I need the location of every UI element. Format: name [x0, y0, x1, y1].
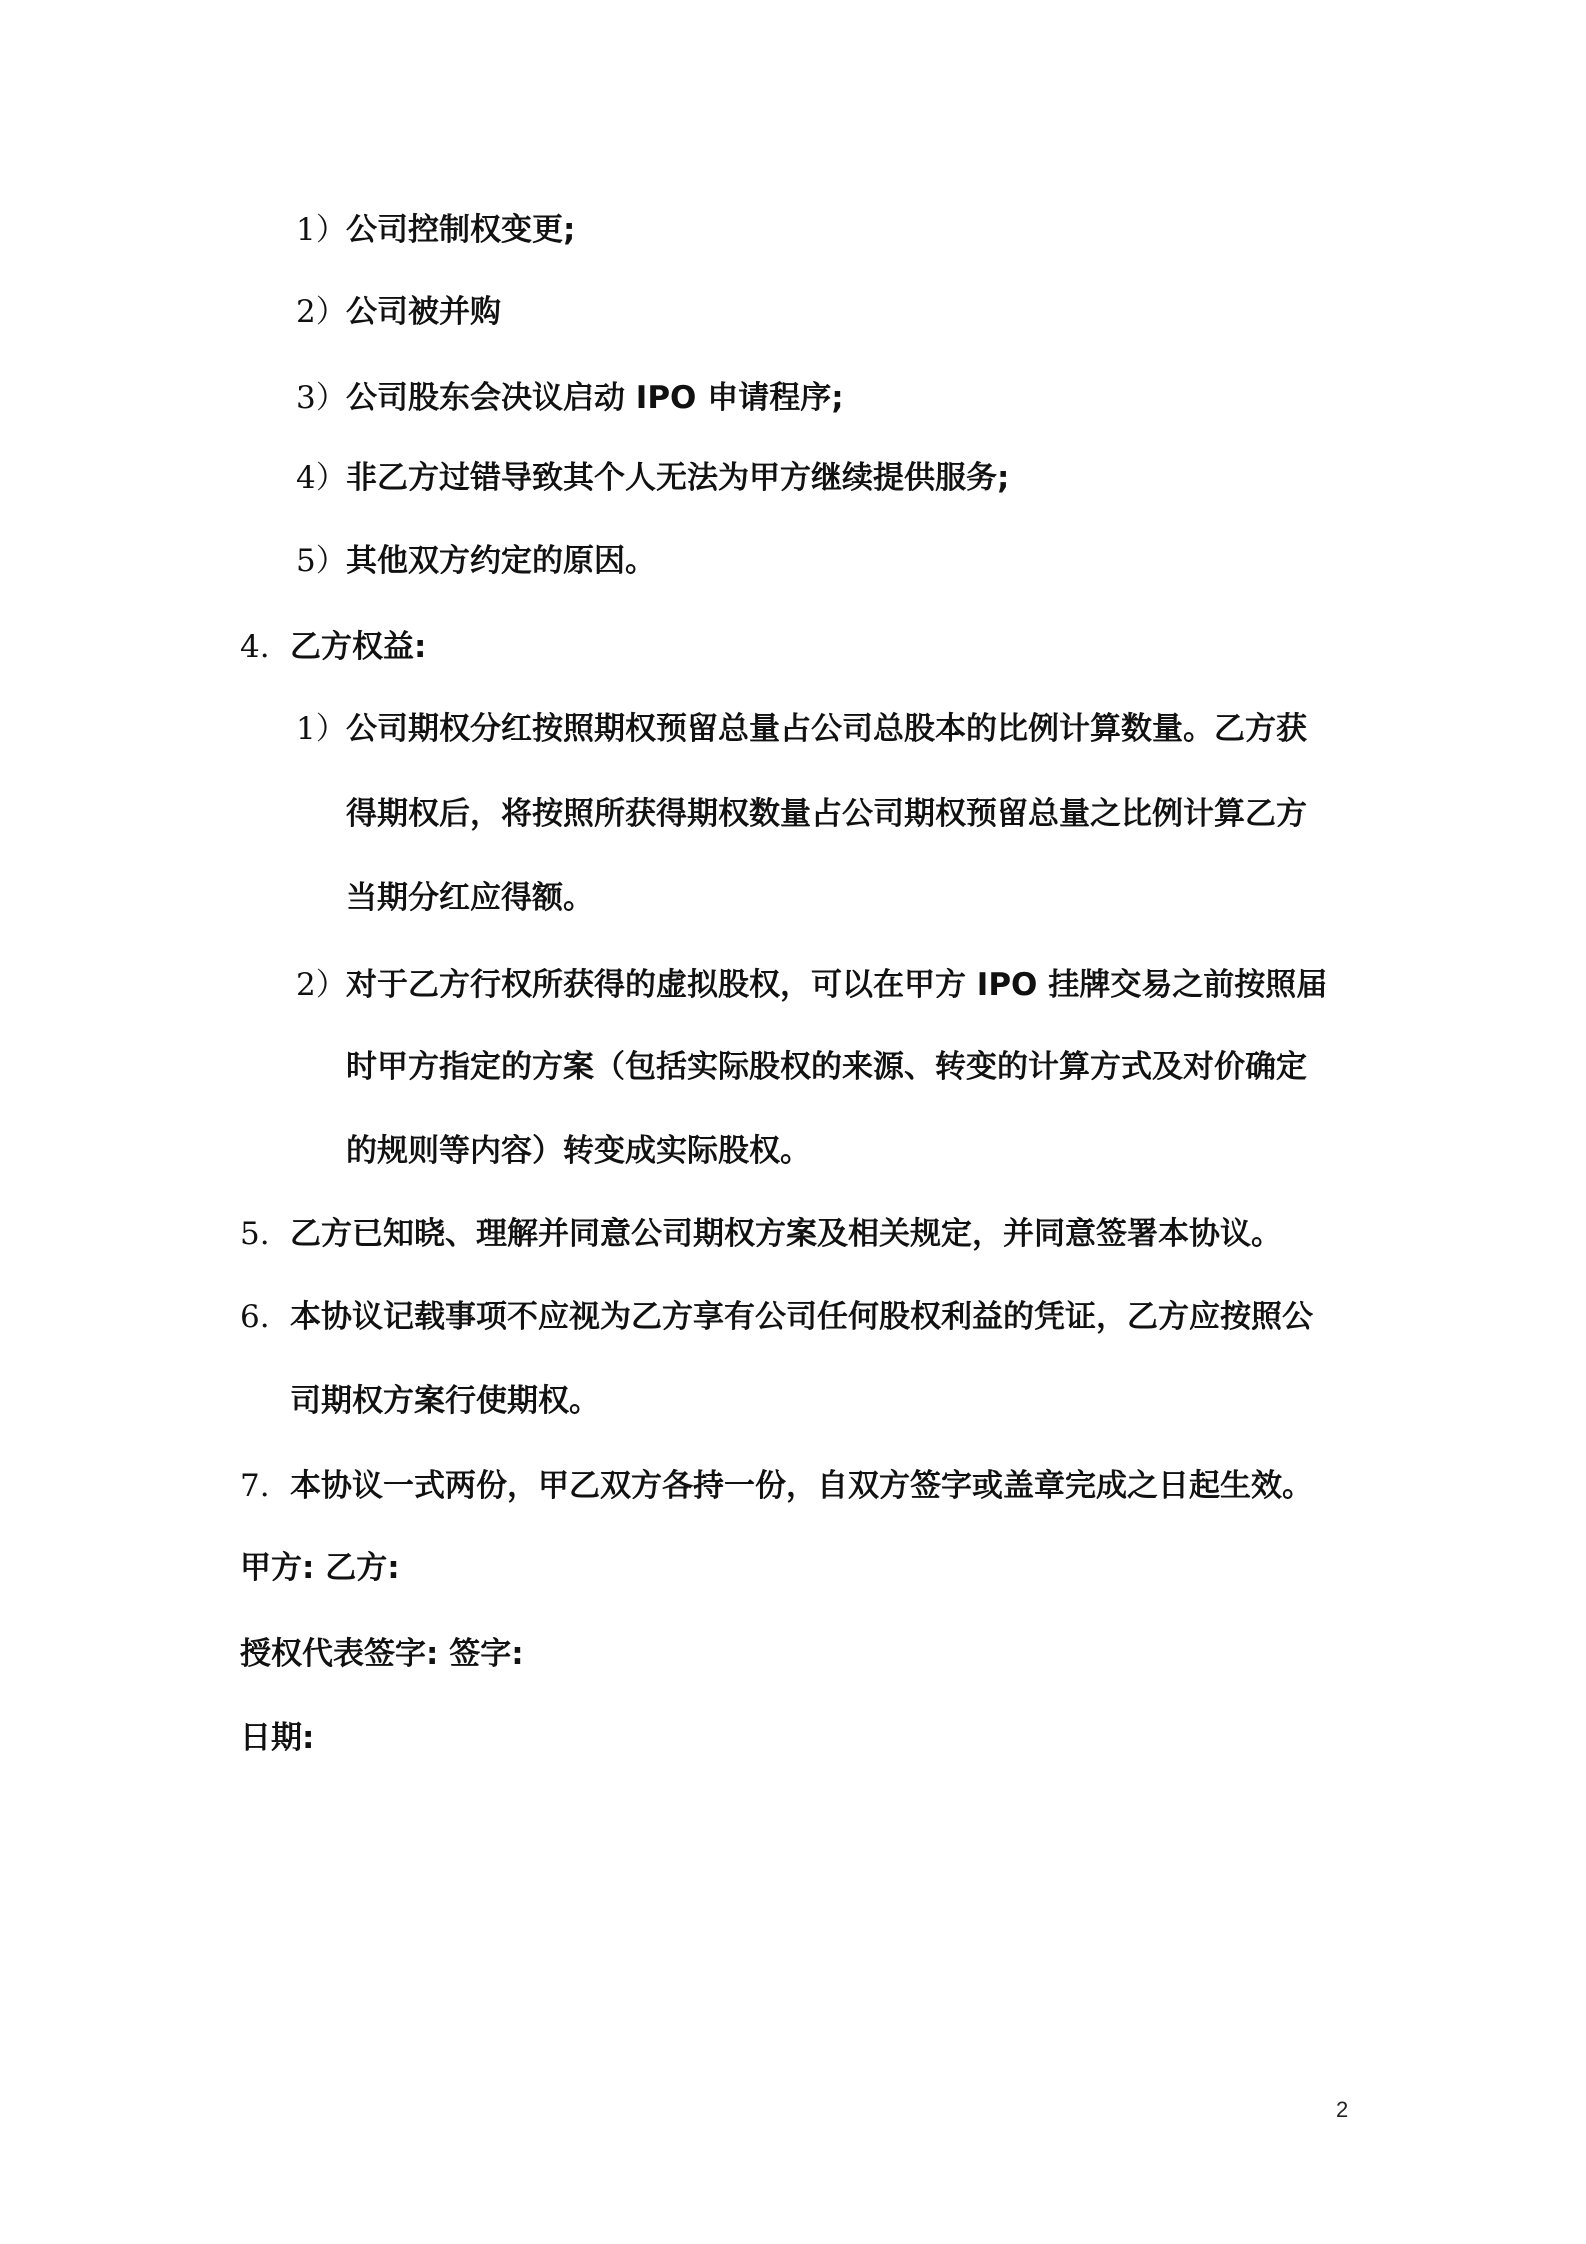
- sub-item-number: 1）: [296, 212, 347, 248]
- sub-item-number: 4）: [296, 460, 347, 496]
- sub-item-4-2-continuation: 时甲方指定的方案（包括实际股权的来源、转变的计算方式及对价确定: [346, 1049, 1307, 1085]
- sub-item-text: 公司控制权变更;: [346, 212, 576, 248]
- item-6-continuation: 司期权方案行使期权。: [290, 1383, 600, 1419]
- item-text: 本协议一式两份，甲乙双方各持一份，自双方签字或盖章完成之日起生效。: [290, 1468, 1313, 1504]
- item-text: 乙方权益:: [290, 629, 427, 665]
- sub-item-3-4: [296, 458, 1009, 498]
- item-6: [240, 1297, 1313, 1337]
- signature-parties: 甲方: 乙方:: [240, 1550, 400, 1586]
- signature-date: 日期:: [240, 1720, 315, 1756]
- sub-item-number: 2）: [296, 294, 347, 330]
- sub-item-number: 1）: [296, 711, 347, 747]
- item-text: 乙方已知晓、理解并同意公司期权方案及相关规定，并同意签署本协议。: [290, 1216, 1282, 1252]
- sub-item-text: 公司被并购: [346, 294, 501, 330]
- sub-item-4-1: [296, 709, 1307, 749]
- sub-item-3-3: [296, 378, 844, 418]
- sub-item-number: 5）: [296, 543, 347, 579]
- sub-item-4-2-continuation: 的规则等内容）转变成实际股权。: [346, 1133, 811, 1169]
- item-4-heading: [240, 627, 426, 667]
- sub-item-text: 其他双方约定的原因。: [346, 543, 656, 579]
- page-number: 2: [1336, 2097, 1349, 2122]
- item-number: 7.: [240, 1468, 270, 1504]
- item-7: [240, 1466, 1313, 1506]
- sub-item-4-1-continuation: 当期分红应得额。: [346, 880, 594, 916]
- sub-item-4-2: [296, 965, 1327, 1005]
- signature-signers: 授权代表签字: 签字:: [240, 1636, 524, 1672]
- sub-item-text: 非乙方过错导致其个人无法为甲方继续提供服务;: [346, 460, 1010, 496]
- sub-item-text: 公司期权分红按照期权预留总量占公司总股本的比例计算数量。乙方获: [346, 711, 1307, 747]
- sub-item-3-1: [296, 210, 575, 250]
- item-5: [240, 1214, 1282, 1254]
- item-text: 本协议记载事项不应视为乙方享有公司任何股权利益的凭证，乙方应按照公: [290, 1299, 1313, 1335]
- sub-item-number: 3）: [296, 380, 347, 416]
- sub-item-3-2: [296, 292, 501, 332]
- sub-item-4-1-continuation: 得期权后，将按照所获得期权数量占公司期权预留总量之比例计算乙方: [346, 796, 1307, 832]
- item-number: 6.: [240, 1299, 270, 1335]
- sub-item-number: 2）: [296, 967, 347, 1003]
- sub-item-text: 公司股东会决议启动 IPO 申请程序;: [346, 380, 844, 416]
- sub-item-3-5: [296, 541, 656, 581]
- sub-item-text: 对于乙方行权所获得的虚拟股权，可以在甲方 IPO 挂牌交易之前按照届: [346, 967, 1328, 1003]
- item-number: 4.: [240, 629, 270, 665]
- item-number: 5.: [240, 1216, 270, 1252]
